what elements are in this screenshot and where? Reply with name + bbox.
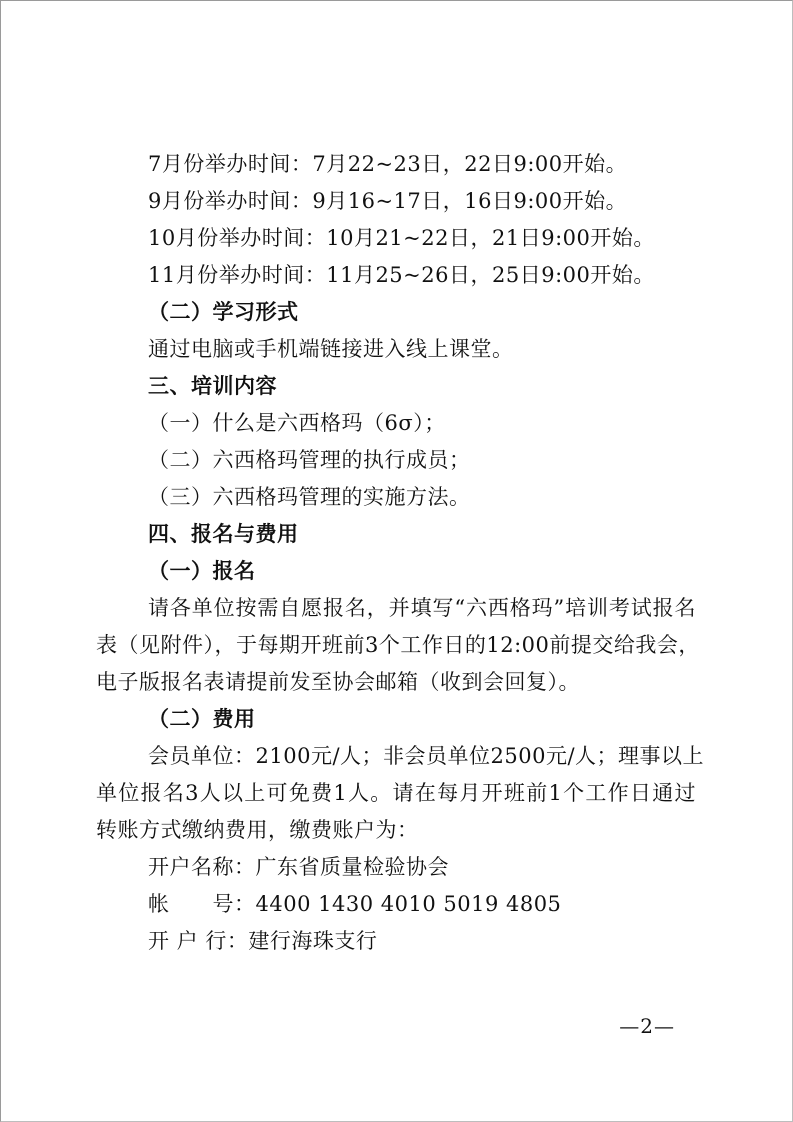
account-number-label: 帐 号：: [148, 892, 256, 916]
page-number: —2—: [619, 1014, 675, 1038]
registration-line-3: 电子版报名表请提前发至协会邮箱（收到会回复）。: [96, 670, 580, 694]
account-number-value: 4400 1430 4010 5019 4805: [255, 892, 562, 916]
learning-form-text: 通过电脑或手机端链接进入线上课堂。: [148, 337, 514, 361]
training-item-1: （一）什么是六西格玛（6σ）；: [148, 411, 446, 435]
section-3-heading: 三、培训内容: [148, 374, 277, 398]
schedule-october: 10月份举办时间：10月21~22日，21日9:00开始。: [148, 226, 655, 250]
schedule-september: 9月份举办时间：9月16~17日，16日9:00开始。: [148, 189, 628, 213]
fees-line-2: 单位报名3人以上可免费1人。请在每月开班前1个工作日通过: [96, 781, 696, 805]
registration-heading: （一）报名: [148, 559, 256, 583]
section-4-heading: 四、报名与费用: [148, 522, 299, 546]
fees-line-1: 会员单位：2100元/人；非会员单位2500元/人；理事以上: [148, 744, 705, 768]
account-number-row: [96, 886, 696, 923]
fees-heading: （二）费用: [148, 707, 256, 731]
fees-line-3: 转账方式缴纳费用，缴费账户为：: [96, 818, 419, 842]
account-bank: 开 户 行：建行海珠支行: [148, 929, 378, 953]
training-item-2: （二）六西格玛管理的执行成员；: [148, 448, 471, 472]
document-body: [96, 146, 705, 960]
schedule-november: 11月份举办时间：11月25~26日，25日9:00开始。: [148, 263, 655, 287]
learning-form-heading: （二）学习形式: [148, 300, 299, 324]
registration-line-2: 表（见附件），于每期开班前3个工作日的12:00前提交给我会，: [96, 633, 700, 657]
schedule-july: 7月份举办时间：7月22~23日，22日9:00开始。: [148, 152, 628, 176]
registration-line-1: 请各单位按需自愿报名，并填写“六西格玛”培训考试报名: [148, 596, 696, 620]
training-item-3: （三）六西格玛管理的实施方法。: [148, 485, 471, 509]
account-name: 开户名称：广东省质量检验协会: [148, 855, 449, 879]
